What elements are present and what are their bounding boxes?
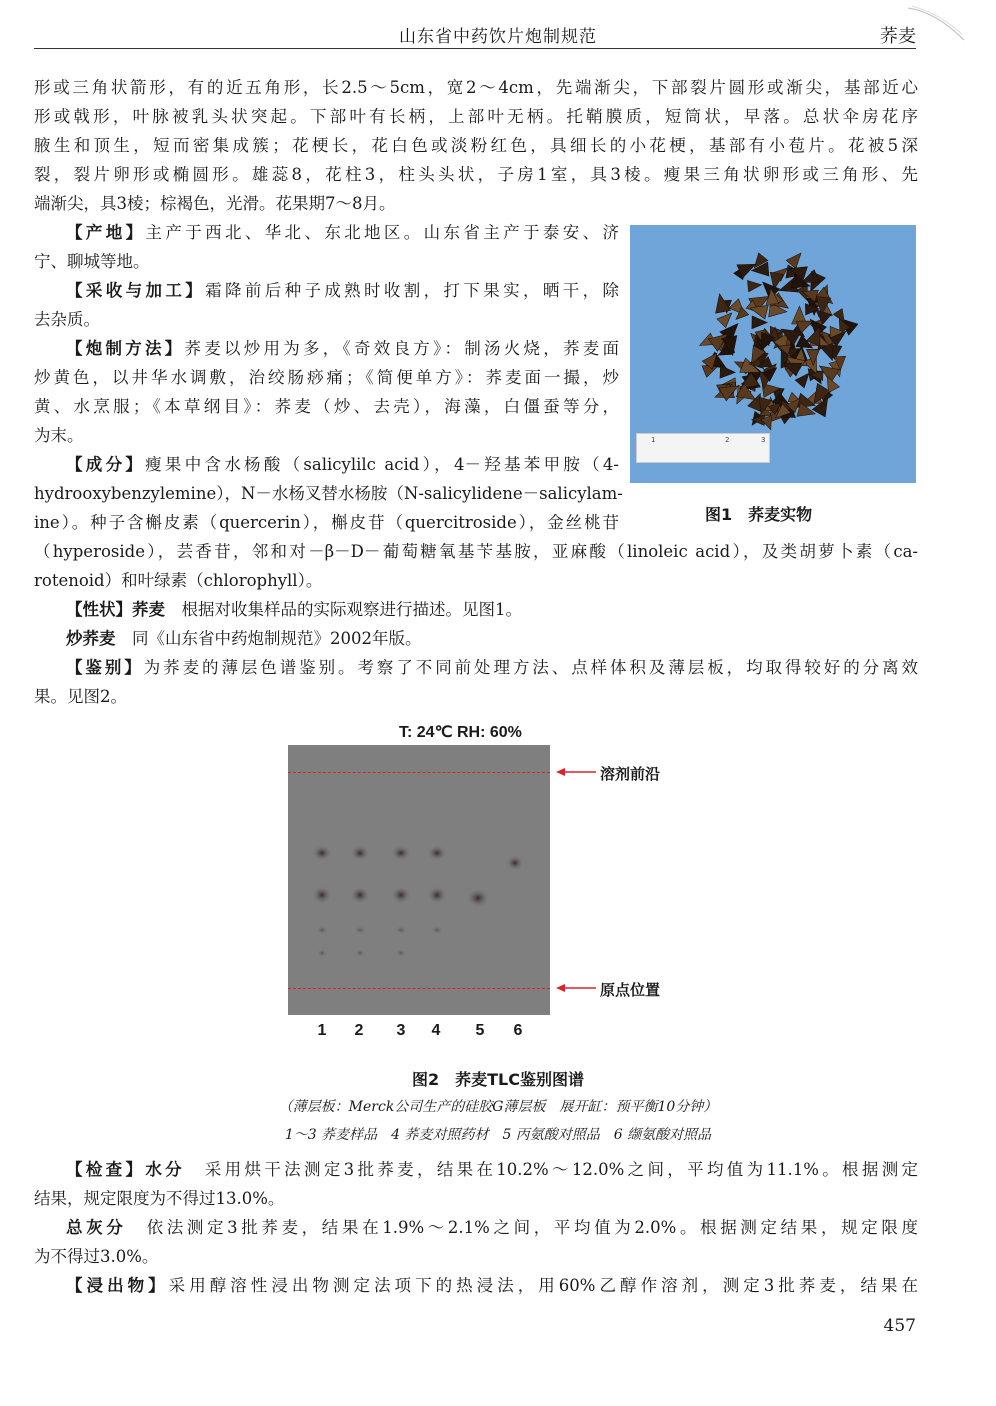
- processing-line-2: 炒黄色，以井华水调敷，治绞肠痧痛；《简便单方》：荞麦面一撮，炒: [34, 368, 619, 387]
- tlc-spot: [350, 845, 370, 861]
- figure1-number: 图1: [705, 505, 733, 524]
- lane-label-2: 2: [354, 1022, 364, 1039]
- header-rule: [34, 48, 916, 49]
- tlc-spot: [354, 926, 366, 934]
- origin-line: [288, 988, 550, 989]
- body-line-4: 裂，裂片卵形或椭圆形。雄蕊8，花柱3，柱头头状，子房1室，具3棱。瘦果三角状卵形或三角形、先: [34, 165, 918, 184]
- ash-line-2: 为不得过3.0%。: [34, 1247, 159, 1266]
- processing-line-4: 为末。: [34, 426, 84, 445]
- lane-label-6: 6: [513, 1022, 523, 1039]
- tlc-spot: [317, 949, 327, 957]
- origin-line-1: [66, 223, 619, 243]
- origin-arrow-icon: [556, 983, 596, 993]
- tlc-spot: [312, 845, 332, 861]
- moisture-text-1: 采用烘干法测定3批荞麦，结果在10.2%～12.0%之间，平均值为11.1%。根据测定: [204, 1160, 919, 1179]
- components-label: 【成分】: [66, 455, 146, 474]
- extract-label: 【浸出物】: [66, 1276, 169, 1295]
- tlc-spot: [427, 845, 447, 861]
- components-text-1: 瘦果中含水杨酸（salicylilc acid），4－羟基苯甲胺（4-: [145, 455, 619, 474]
- extract-line-1: [66, 1276, 918, 1296]
- solvent-front-label: 溶剂前沿: [600, 765, 661, 783]
- tlc-spot: [466, 888, 490, 908]
- body-line-2: 形或戟形，叶脉被乳头状突起。下部叶有长柄，上部叶无柄。托鞘膜质，短筒状，早落。总状伞房花序: [34, 107, 918, 126]
- extract-text-1: 采用醇溶性浸出物测定法项下的热浸法，用60%乙醇作溶剂，测定3批荞麦，结果在: [168, 1276, 919, 1295]
- lane-label-5: 5: [475, 1022, 485, 1039]
- figure2-note-2: 1～3 荞麦样品 4 荞麦对照药材 5 丙氨酸对照品 6 缬氨酸对照品: [284, 1127, 712, 1143]
- ruler-mark-2: 2: [725, 436, 730, 444]
- components-line-2: hydrooxybenzylemine），N－水杨叉替水杨胺（N-salicylidene－salicylam-: [34, 484, 623, 503]
- figure2-note-1: （薄层板：Merck公司生产的硅胶G薄层板 展开缸：预平衡10分钟）: [278, 1099, 718, 1115]
- fried-text: 同《山东省中药炮制规范》2002年版。: [132, 629, 422, 648]
- body-line-1: 形或三角状箭形，有的近五角形，长2.5～5cm，宽2～4cm，先端渐尖，下部裂片圆形或渐尖，基部近心: [34, 78, 918, 97]
- solvent-front-line: [288, 772, 550, 773]
- ruler-mark-3: 3: [761, 436, 766, 444]
- components-line-4: （hyperoside），芸香苷，邻和对－β－D－葡萄糖氧基苄基胺，亚麻酸（linoleic acid），及类胡萝卜素（ca-: [34, 542, 918, 561]
- lane-label-4: 4: [431, 1022, 441, 1039]
- scale-ruler: [636, 433, 770, 463]
- moisture-name: 水分: [145, 1160, 185, 1179]
- harvest-text-1: 霜降前后种子成熟时收割，打下果实，晒干，除: [205, 281, 620, 300]
- processing-line-1: [66, 339, 619, 359]
- buckwheat-seed-pile: [698, 251, 858, 431]
- tlc-spot: [312, 886, 332, 904]
- moisture-line-1: [66, 1160, 918, 1180]
- ash-line-1: [66, 1218, 918, 1238]
- solvent-front-arrow-icon: [556, 767, 596, 777]
- identification-text-1: 为荞麦的薄层色谱鉴别。考察了不同前处理方法、点样体积及薄层板，均取得较好的分离效: [143, 658, 919, 677]
- components-line-3: ine）。种子含槲皮素（quercerin），槲皮苷（quercitroside），金丝桃苷: [34, 513, 619, 532]
- origin-label: 【产地】: [66, 223, 146, 242]
- tlc-spots: [288, 745, 550, 1015]
- processing-text-1: 荞麦以炒用为多，《奇效良方》：制汤火烧，荞麦面: [184, 339, 619, 358]
- tlc-spot: [506, 855, 524, 871]
- seed: [747, 279, 762, 292]
- harvest-line-2: 去杂质。: [34, 310, 100, 329]
- identification-line-2: 果。见图2。: [34, 687, 127, 706]
- harvest-label: 【采收与加工】: [66, 281, 206, 300]
- ruler-mark-1: 1: [651, 436, 656, 444]
- seed: [720, 366, 736, 379]
- moisture-line-2: 结果，规定限度为不得过13.0%。: [34, 1189, 285, 1208]
- ash-name: 总灰分: [66, 1218, 127, 1237]
- tlc-plate: [288, 745, 550, 1015]
- processing-label: 【炮制方法】: [66, 339, 185, 358]
- tlc-spot: [350, 886, 370, 904]
- lane-label-3: 3: [396, 1022, 406, 1039]
- origin-line-2: 宁、聊城等地。: [34, 252, 150, 271]
- tlc-spot: [391, 886, 411, 904]
- tlc-spot: [391, 845, 411, 861]
- identification-line-1: [66, 658, 918, 678]
- harvest-line-1: [66, 281, 619, 301]
- tlc-spot: [316, 926, 328, 934]
- ash-text-1: 依法测定3批荞麦，结果在1.9%～2.1%之间，平均值为2.0%。根据测定结果，规定限度: [146, 1218, 918, 1237]
- tlc-spot: [427, 886, 447, 904]
- body-line-3: 腋生和顶生，短而密集成簇；花梗长，花白色或淡粉红色，具细长的小花梗，基部有小苞片。花被5深: [34, 136, 918, 155]
- characters-line: [66, 600, 918, 620]
- tlc-spot: [431, 926, 443, 934]
- page-number: 457: [883, 1316, 916, 1336]
- body-line-5: 端渐尖，具3棱；棕褐色，光滑。花果期7～8月。: [34, 194, 396, 213]
- fried-name: 炒荞麦: [66, 629, 116, 648]
- characters-text: 根据对收集样品的实际观察进行描述。见图1。: [181, 600, 522, 619]
- fried-line: [66, 629, 918, 649]
- header-center-title: 山东省中药饮片炮制规范: [399, 27, 597, 47]
- components-line-1: [66, 455, 619, 475]
- header-right-title: 荞麦: [880, 26, 916, 47]
- characters-label: 【性状】: [66, 600, 132, 619]
- origin-position-label: 原点位置: [600, 981, 661, 999]
- lane-label-1: 1: [317, 1022, 327, 1039]
- tlc-conditions: T: 24℃ RH: 60%: [399, 724, 522, 741]
- tlc-spot: [355, 949, 365, 957]
- origin-text-1: 主产于西北、华北、东北地区。山东省主产于泰安、济: [145, 223, 620, 242]
- identification-label: 【鉴别】: [66, 658, 144, 677]
- page-curl-decoration: [906, 4, 966, 44]
- buckwheat-photo: [630, 225, 916, 483]
- processing-line-3: 黄、水烹服；《本草纲目》：荞麦（炒、去壳），海藻，白僵蚕等分，: [34, 397, 619, 416]
- tlc-spot: [395, 926, 407, 934]
- figure1-caption: [705, 502, 812, 525]
- figure1-title: 荞麦实物: [748, 505, 813, 524]
- characters-name: 荞麦: [132, 600, 165, 619]
- tlc-spot: [396, 949, 406, 957]
- inspection-label: 【检查】: [66, 1160, 146, 1179]
- components-line-5: rotenoid）和叶绿素（chlorophyll）。: [34, 571, 323, 590]
- figure2-caption: 图2 荞麦TLC鉴别图谱: [412, 1070, 584, 1089]
